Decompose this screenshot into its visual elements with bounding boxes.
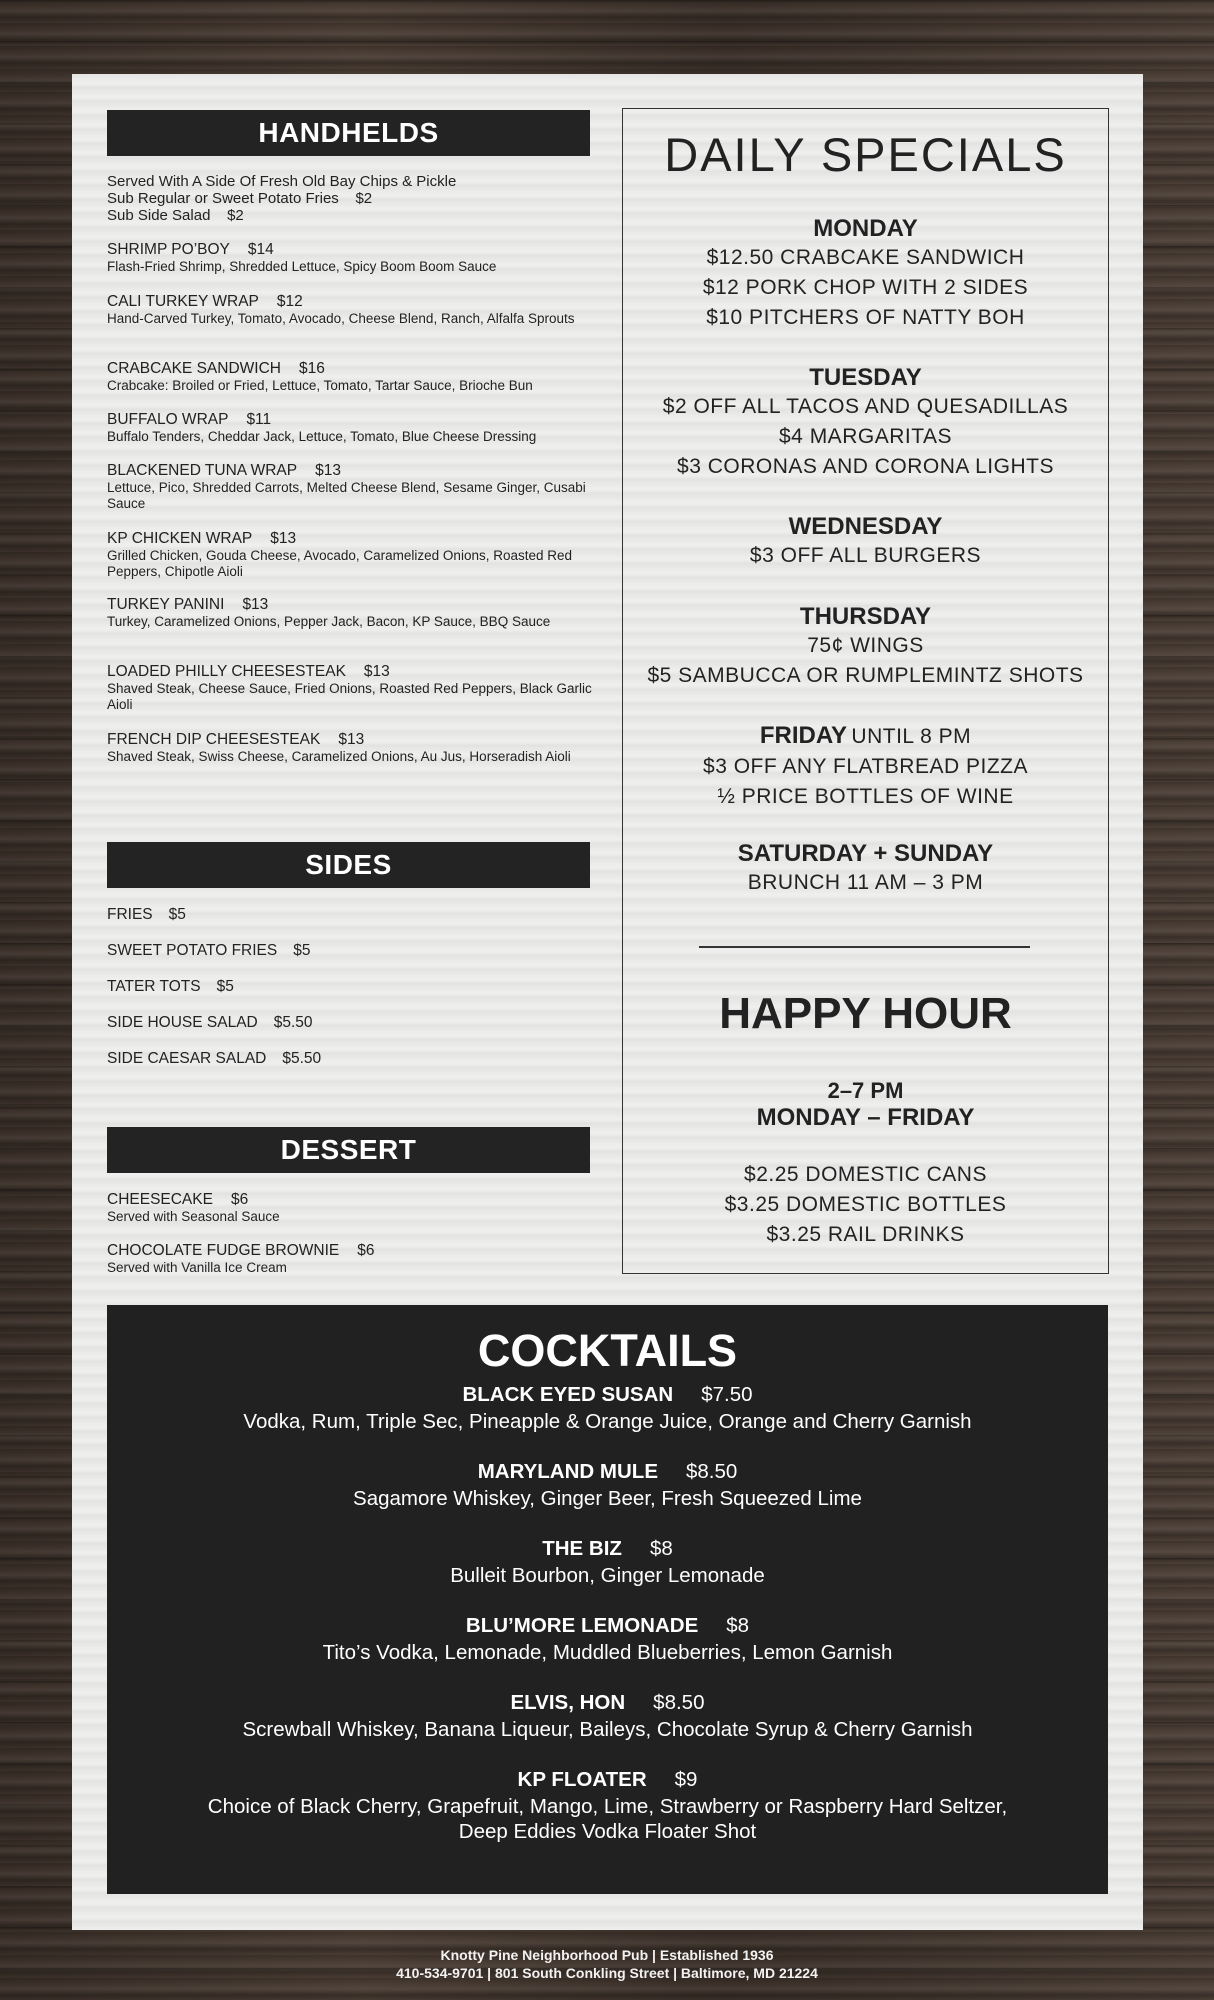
item-price: $6 [357, 1242, 375, 1259]
happy-hour-time: 2–7 PM [827, 1078, 904, 1103]
item-description: Served with Seasonal Sauce [107, 1209, 280, 1224]
sides-header: SIDES [107, 842, 590, 888]
cocktail-description: Choice of Black Cherry, Grapefruit, Mango, Lime, Strawberry or Raspberry Hard Seltzer, [207, 1795, 1008, 1818]
cocktail-name: BLACK EYED SUSAN [462, 1383, 674, 1406]
item-name: TURKEY PANINI [107, 596, 225, 613]
menu-item [107, 530, 592, 580]
cocktail-description: Bulleit Bourbon, Ginger Lemonade [450, 1564, 765, 1587]
divider [699, 946, 1030, 948]
happy-hour-time-block [622, 1078, 1109, 1132]
day-name: WEDNESDAY [788, 513, 943, 540]
day-suffix: UNTIL 8 PM [851, 725, 972, 748]
cocktail-item [107, 1768, 1108, 1844]
item-name: BLACKENED TUNA WRAP [107, 462, 298, 479]
item-name: FRENCH DIP CHEESESTEAK [107, 731, 321, 748]
intro-line: Served With A Side Of Fresh Old Bay Chips & Pickle [107, 173, 457, 190]
footer [0, 1946, 1214, 1982]
happy-hour-list [622, 1160, 1109, 1250]
cocktail-item [107, 1537, 1108, 1588]
item-name: CRABCAKE SANDWICH [107, 360, 281, 377]
special-line: 75¢ WINGS [807, 634, 924, 657]
item-description: Turkey, Caramelized Onions, Pepper Jack, Bacon, KP Sauce, BBQ Sauce [107, 614, 551, 629]
cocktail-name: ELVIS, HON [510, 1691, 626, 1714]
side-item [107, 942, 311, 960]
item-name: SIDE HOUSE SALAD [107, 1014, 258, 1031]
item-description: Buffalo Tenders, Cheddar Jack, Lettuce, Tomato, Blue Cheese Dressing [107, 429, 537, 444]
day-name: TUESDAY [809, 364, 922, 391]
side-item [107, 1014, 313, 1032]
cocktail-item [107, 1691, 1108, 1742]
item-description: Served with Vanilla Ice Cream [107, 1260, 287, 1275]
cocktail-price: $8 [649, 1537, 673, 1560]
footer-pub-info: Knotty Pine Neighborhood Pub | Established 1936 [440, 1947, 774, 1963]
day-name: THURSDAY [799, 603, 932, 630]
item-name: FRIES [107, 906, 153, 923]
cocktail-price: $7.50 [701, 1383, 753, 1406]
cocktail-price: $8.50 [686, 1460, 738, 1483]
cocktail-name: KP FLOATER [517, 1768, 647, 1791]
menu-item [107, 462, 592, 512]
item-name: KP CHICKEN WRAP [107, 530, 253, 547]
side-item [107, 906, 186, 924]
special-line: $12 PORK CHOP WITH 2 SIDES [702, 276, 1029, 299]
day-name: MONDAY [813, 215, 918, 242]
cocktail-price: $8 [726, 1614, 750, 1637]
item-description: Shaved Steak, Cheese Sauce, Fried Onions, Roasted Red Peppers, Black Garlic Aioli [107, 681, 592, 712]
item-name: BUFFALO WRAP [107, 411, 229, 428]
happy-hour-line: $3.25 RAIL DRINKS [766, 1223, 965, 1246]
cocktail-item [107, 1614, 1108, 1665]
special-line: $3 OFF ANY FLATBREAD PIZZA [703, 755, 1028, 778]
special-line: ½ PRICE BOTTLES OF WINE [717, 785, 1014, 808]
item-name: CHEESECAKE [107, 1191, 213, 1208]
item-price: $13 [270, 530, 297, 547]
item-price: $13 [363, 663, 390, 680]
item-price: $13 [242, 596, 269, 613]
item-name: TATER TOTS [107, 978, 201, 995]
cocktail-price: $8.50 [653, 1691, 705, 1714]
cocktail-description: Tito’s Vodka, Lemonade, Muddled Blueberries, Lemon Garnish [322, 1641, 893, 1664]
menu-item [107, 411, 592, 445]
special-line: $3 CORONAS AND CORONA LIGHTS [677, 455, 1054, 478]
day-name: FRIDAY [759, 722, 847, 749]
item-price: $16 [298, 360, 325, 377]
special-line: $4 MARGARITAS [779, 425, 952, 448]
menu-item [107, 293, 592, 327]
special-line: $10 PITCHERS OF NATTY BOH [706, 306, 1025, 329]
happy-hour-line: $2.25 DOMESTIC CANS [744, 1163, 987, 1186]
special-day [622, 364, 1109, 482]
menu-item [107, 360, 592, 394]
item-price: $5 [293, 942, 311, 959]
cocktail-description: Sagamore Whiskey, Ginger Beer, Fresh Squeezed Lime [353, 1487, 862, 1510]
side-item [107, 978, 234, 996]
side-item [107, 1050, 321, 1068]
cocktail-description: Deep Eddies Vodka Floater Shot [458, 1820, 757, 1843]
footer-contact: 410-534-9701 | 801 South Conkling Street | Baltimore, MD 21224 [396, 1965, 818, 1981]
item-price: $13 [315, 462, 341, 479]
item-name: SWEET POTATO FRIES [107, 942, 278, 959]
item-description: Flash-Fried Shrimp, Shredded Lettuce, Spicy Boom Boom Sauce [107, 259, 497, 274]
item-price: $6 [230, 1191, 249, 1208]
item-description: Crabcake: Broiled or Fried, Lettuce, Tomato, Tartar Sauce, Brioche Bun [107, 378, 533, 393]
special-day [622, 513, 1109, 571]
happy-hour-days: MONDAY – FRIDAY [756, 1104, 975, 1131]
item-price: $5 [168, 906, 186, 923]
handhelds-header: HANDHELDS [107, 110, 590, 156]
item-description: Lettuce, Pico, Shredded Carrots, Melted Cheese Blend, Sesame Ginger, Cusabi Sauce [107, 480, 586, 511]
special-line: $2 OFF ALL TACOS AND QUESADILLAS [662, 395, 1069, 418]
item-price: $12 [276, 293, 303, 310]
menu-item [107, 663, 592, 713]
special-line: $12.50 CRABCAKE SANDWICH [706, 246, 1025, 269]
item-name: CHOCOLATE FUDGE BROWNIE [107, 1242, 340, 1259]
cocktail-name: BLU’MORE LEMONADE [465, 1614, 699, 1637]
item-name: LOADED PHILLY CHEESESTEAK [107, 663, 346, 680]
special-day [622, 215, 1109, 333]
menu-item [107, 731, 592, 765]
special-line: $3 OFF ALL BURGERS [749, 544, 982, 567]
happy-hour-title: HAPPY HOUR [719, 989, 1012, 1038]
special-line: BRUNCH 11 AM – 3 PM [747, 871, 984, 894]
special-day [622, 840, 1109, 898]
cocktail-item [107, 1460, 1108, 1511]
item-price: $13 [338, 731, 365, 748]
cocktail-name: MARYLAND MULE [477, 1460, 658, 1483]
item-name: CALI TURKEY WRAP [107, 293, 259, 310]
cocktails-panel [107, 1305, 1108, 1894]
dessert-header: DESSERT [107, 1127, 590, 1173]
cocktail-item [107, 1383, 1108, 1434]
item-name: SIDE CAESAR SALAD [107, 1050, 267, 1067]
cocktail-description: Screwball Whiskey, Banana Liqueur, Baileys, Chocolate Syrup & Cherry Garnish [242, 1718, 973, 1741]
cocktails-title: COCKTAILS [477, 1325, 738, 1376]
intro-line: Sub Side Salad $2 [107, 207, 244, 224]
special-line: $5 SAMBUCCA OR RUMPLEMINTZ SHOTS [647, 664, 1084, 687]
cocktail-description: Vodka, Rum, Triple Sec, Pineapple & Orange Juice, Orange and Cherry Garnish [243, 1410, 972, 1433]
handhelds-intro [107, 173, 592, 224]
menu-item [107, 241, 592, 275]
cocktail-price: $9 [674, 1768, 698, 1791]
dessert-item [107, 1191, 592, 1225]
item-price: $11 [246, 411, 272, 428]
dessert-item [107, 1242, 592, 1276]
item-description: Hand-Carved Turkey, Tomato, Avocado, Cheese Blend, Ranch, Alfalfa Sprouts [107, 311, 575, 326]
item-price: $5.50 [282, 1050, 322, 1067]
special-day [622, 722, 1109, 812]
special-day [622, 603, 1109, 691]
item-name: SHRIMP PO’BOY [107, 241, 230, 258]
menu-item [107, 596, 592, 630]
item-price: $5.50 [273, 1014, 313, 1031]
cocktail-name: THE BIZ [542, 1537, 622, 1560]
item-description: Grilled Chicken, Gouda Cheese, Avocado, Caramelized Onions, Roasted Red Peppers, Chipotle Aioli [107, 548, 573, 579]
intro-line: Sub Regular or Sweet Potato Fries $2 [107, 190, 373, 207]
item-description: Shaved Steak, Swiss Cheese, Caramelized Onions, Au Jus, Horseradish Aioli [107, 749, 571, 764]
specials-title: DAILY SPECIALS [664, 128, 1067, 181]
item-price: $14 [247, 241, 274, 258]
happy-hour-line: $3.25 DOMESTIC BOTTLES [724, 1193, 1007, 1216]
day-name: SATURDAY + SUNDAY [737, 840, 994, 867]
item-price: $5 [216, 978, 234, 995]
